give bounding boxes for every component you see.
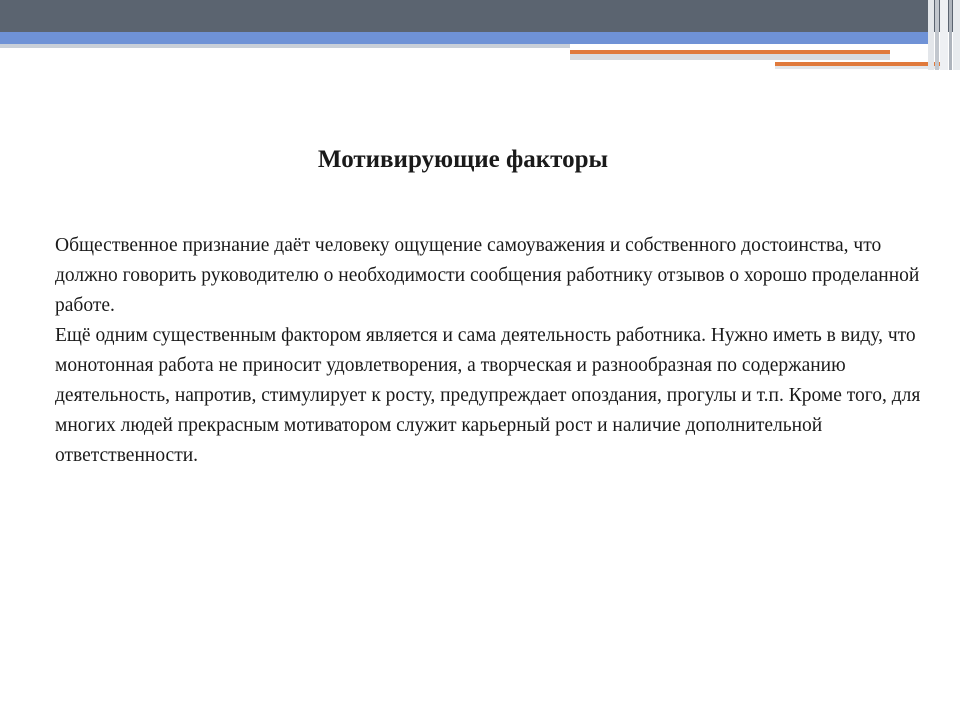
slide-title: Мотивирующие факторы <box>317 146 609 173</box>
header-stripe-shadow <box>0 44 570 48</box>
slide-body <box>55 231 925 471</box>
header-dark-bar <box>0 0 960 32</box>
header-orange-line-2-shadow <box>775 66 945 69</box>
body-paragraph-2: Ещё одним существенным фактором является и сама деятельность работника. Нужно иметь в виду, что монотонная работа не приносит удовлетворения, а творческая и разнообразная по содержанию деятельность, напротив, стимулирует к росту, предупреждает опоздания, прогулы и т.п. Кроме того, для многих людей прекрасным мотиватором служит карьерный рост и наличие дополнительной ответственности. <box>55 325 921 466</box>
header-blue-stripe <box>0 32 930 44</box>
header-orange-line-1-shadow <box>570 54 890 60</box>
header-right-decoration <box>928 0 960 70</box>
body-paragraph-1: Общественное признание даёт человеку ощущение самоуважения и собственного достоинства, что должно говорить руководителю о необходимости сообщения работнику отзывов о хорошо проделанной работе. <box>55 235 920 316</box>
